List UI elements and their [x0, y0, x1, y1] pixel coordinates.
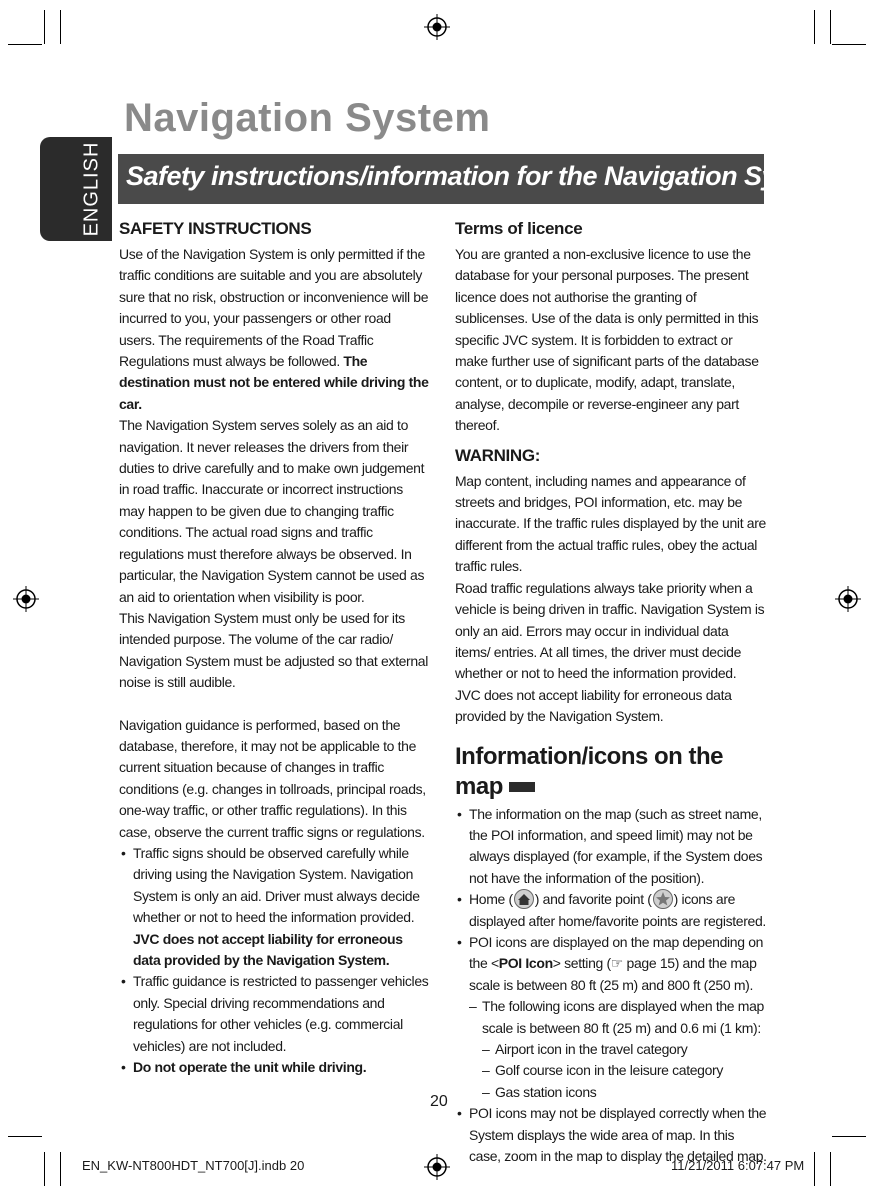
list-item [455, 932, 767, 1103]
list-item-text: POI icons may not be displayed correctly when the System displays the wide area of map. In this case, zoom in the map to display the detailed map. [469, 1105, 767, 1165]
dash-list [469, 996, 767, 1103]
registration-mark-icon [424, 14, 450, 40]
paragraph: Navigation guidance is performed, based on the database, therefore, it may not be applicable to the current situation because of changes in traffic conditions (e.g. changes in tollroads, principal roads, one-way traffic, or other traffic regulations). In this case, observe the current traffic signs or regulations. [119, 716, 426, 840]
list-item-text: ) and favorite point ( [534, 891, 652, 908]
home-icon [513, 889, 535, 909]
list-item-text: Traffic signs should be observed carefully while driving using the Navigation System. Navigation System is only an aid. Driver must always decide whether or not to heed the information provided. [133, 844, 420, 926]
list-item-text: Home ( [469, 891, 513, 908]
footer-file-name: EN_KW-NT800HDT_NT700[J].indb 20 [82, 1158, 305, 1173]
list-item-text: Gas station icons [495, 1083, 597, 1100]
list-item-text: Airport icon in the travel category [495, 1041, 688, 1057]
list-item [482, 1039, 767, 1060]
favorite-point-icon [652, 889, 674, 909]
dash-sub-list [482, 1039, 767, 1103]
safety-heading: SAFETY INSTRUCTIONS [119, 219, 312, 238]
list-item [469, 996, 767, 1103]
registration-mark-icon [424, 1154, 450, 1180]
crop-mark [832, 1136, 866, 1137]
list-item [455, 889, 767, 932]
list-item-text: Golf course icon in the leisure category [495, 1062, 724, 1079]
crop-mark [814, 1152, 815, 1186]
list-item-text: The following icons are displayed when the map scale is between 80 ft (25 m) and 0.6 mi (1 km): [482, 998, 764, 1036]
info-heading-text: Information/icons on the map [455, 742, 723, 800]
list-item-bold-text: Do not operate the unit while driving. [133, 1059, 367, 1076]
registration-mark-icon [13, 586, 39, 612]
crop-mark [44, 10, 45, 44]
list-item [119, 843, 429, 971]
crop-mark [60, 1152, 61, 1186]
list-item [119, 1057, 429, 1078]
crop-mark [8, 44, 42, 45]
crop-mark [832, 44, 866, 45]
crop-mark [8, 1136, 42, 1137]
poi-icon-setting-label: POI Icon [498, 955, 553, 972]
list-item [455, 804, 767, 890]
crop-mark [814, 10, 815, 44]
section-title-bar [118, 154, 838, 204]
paragraph-text: Use of the Navigation System is only permitted if the traffic conditions are suitable and you are absolutely sure that no risk, obstruction or inconvenience will be incurred to you, your passengers or other road users. The requirements of the Road Traffic Regulations must always be followed. [119, 246, 429, 370]
info-bullet-list [455, 804, 767, 1168]
list-item-text: Traffic guidance is restricted to passenger vehicles only. Special driving recommendations and regulations for other vehicles (e.g. commercial vehicles) are not included. [133, 973, 429, 1054]
info-heading [455, 742, 767, 802]
paragraph: Map content, including names and appearance of streets and bridges, POI information, etc. may be inaccurate. If the traffic rules displayed by the unit are different from the actual traffic rules, obey the actual traffic rules. [455, 472, 766, 575]
safety-bullet-list [119, 843, 429, 1078]
crop-mark [830, 10, 831, 44]
paragraph-bold-text: The destination must not be entered while driving the car. [119, 353, 429, 412]
registration-mark-icon [835, 586, 861, 612]
right-column [455, 218, 767, 1167]
warning-heading: WARNING: [455, 445, 541, 465]
terms-heading: Terms of licence [455, 219, 583, 238]
map-icon [509, 782, 535, 792]
left-column [119, 218, 429, 1078]
list-item-text: POI icons are displayed on the map depending on the < [469, 933, 764, 972]
page-title: Navigation System [124, 96, 491, 140]
page-number: 20 [430, 1093, 448, 1110]
paragraph: JVC does not accept liability for erroneous data provided by the Navigation System. [455, 686, 732, 725]
list-item [119, 971, 429, 1057]
list-item-text: The information on the map (such as street name, the POI information, and speed limit) may not be always displayed (for example, if the System does not have the information of the position). [469, 805, 763, 886]
list-item [482, 1060, 767, 1081]
list-item-text: > setting (☞ page 15) and the map scale is between 80 ft (25 m) and 800 ft (250 m). [469, 955, 757, 993]
paragraph: You are granted a non-exclusive licence to use the database for your personal purposes. The present licence does not authorise the granting of sublicenses. Use of the data is only permitted in this specific JVC system. It is forbidden to extract or make further use of significant parts of the database content, or to duplicate, modify, adapt, translate, analyse, decompile or reverse-engineer any part thereof. [455, 246, 759, 434]
paragraph [119, 244, 429, 415]
crop-mark [44, 1152, 45, 1186]
crop-mark [60, 10, 61, 44]
footer-timestamp: 11/21/2011 6:07:47 PM [671, 1158, 805, 1173]
paragraph: Road traffic regulations always take priority when a vehicle is being driven in traffic. Navigation System is only an aid. Errors may occur in individual data items/ entries. At all times, the driver must decide whether or not to heed the information provided. [455, 579, 765, 682]
list-item [482, 1082, 767, 1103]
paragraph: The Navigation System serves solely as an aid to navigation. It never releases the drivers from their duties to drive carefully and to make own judgement in road traffic. Inaccurate or incorrect instructions may happen to be given due to changing traffic conditions. The actual road signs and traffic regulations must therefore always be observed. In particular, the Navigation System cannot be used as an aid to orientation when visibility is poor. [119, 417, 425, 605]
list-item-text: ) icons are displayed after home/favorite points are registered. [469, 891, 766, 929]
paragraph: This Navigation System must only be used for its intended purpose. The volume of the car radio/ Navigation System must be adjusted so that external noise is still audible. [119, 609, 428, 691]
language-side-tab-label: ENGLISH [80, 141, 103, 237]
list-item-bold-text: JVC does not accept liability for erroneous data provided by the Navigation System. [133, 930, 403, 968]
crop-mark [830, 1152, 831, 1186]
section-title: Safety instructions/information for the Navigation System [126, 161, 838, 191]
